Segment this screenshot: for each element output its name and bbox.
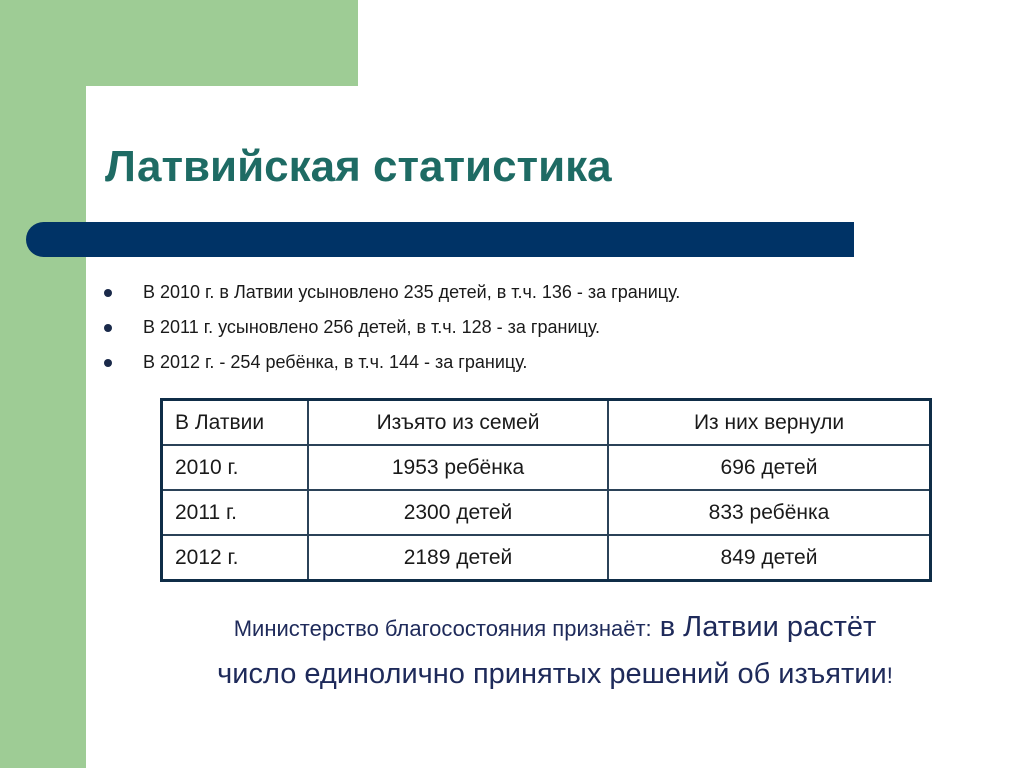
bullet-dot-icon	[104, 359, 112, 367]
bullet-item	[100, 312, 680, 347]
table-row	[162, 445, 931, 490]
conclusion-ending: !	[886, 663, 893, 688]
green-top-block	[0, 0, 358, 86]
table-row	[162, 535, 931, 581]
table-cell: 1953 ребёнка	[308, 445, 608, 490]
bullet-list	[100, 277, 680, 382]
title-underline-bar	[26, 222, 854, 257]
slide-title: Латвийская статистика	[105, 142, 612, 191]
table-cell: 2189 детей	[308, 535, 608, 581]
table-cell: 2011 г.	[162, 490, 309, 535]
table-cell: 849 детей	[608, 535, 931, 581]
table-cell: 833 ребёнка	[608, 490, 931, 535]
green-side-strip	[0, 0, 86, 768]
statistics-table	[160, 398, 932, 582]
rounded-corner-decoration	[86, 86, 146, 146]
bullet-text: В 2012 г. - 254 ребёнка, в т.ч. 144 - за границу.	[143, 352, 528, 372]
table-cell: 2010 г.	[162, 445, 309, 490]
bullet-item	[100, 347, 680, 382]
table-header-cell: Изъято из семей	[308, 400, 608, 446]
conclusion-colon: :	[645, 616, 652, 641]
table-header-cell: Из них вернули	[608, 400, 931, 446]
bullet-item	[100, 277, 680, 312]
conclusion-prefix: Министерство благосостояния признаёт	[233, 616, 646, 641]
table-cell: 2012 г.	[162, 535, 309, 581]
conclusion-text	[120, 606, 990, 700]
conclusion-emphasis-line1: в Латвии растёт	[651, 611, 877, 643]
table-header-row	[162, 400, 931, 446]
table-cell: 696 детей	[608, 445, 931, 490]
bullet-text: В 2011 г. усыновлено 256 детей, в т.ч. 128 - за границу.	[143, 317, 601, 337]
conclusion-emphasis-line2: число единолично принятых решений об изъятии	[217, 658, 887, 690]
table-header-cell: В Латвии	[162, 400, 309, 446]
table-cell: 2300 детей	[308, 490, 608, 535]
table-row	[162, 490, 931, 535]
bullet-dot-icon	[104, 289, 112, 297]
bullet-text: В 2010 г. в Латвии усыновлено 235 детей, в т.ч. 136 - за границу.	[143, 282, 681, 302]
bullet-dot-icon	[104, 324, 112, 332]
